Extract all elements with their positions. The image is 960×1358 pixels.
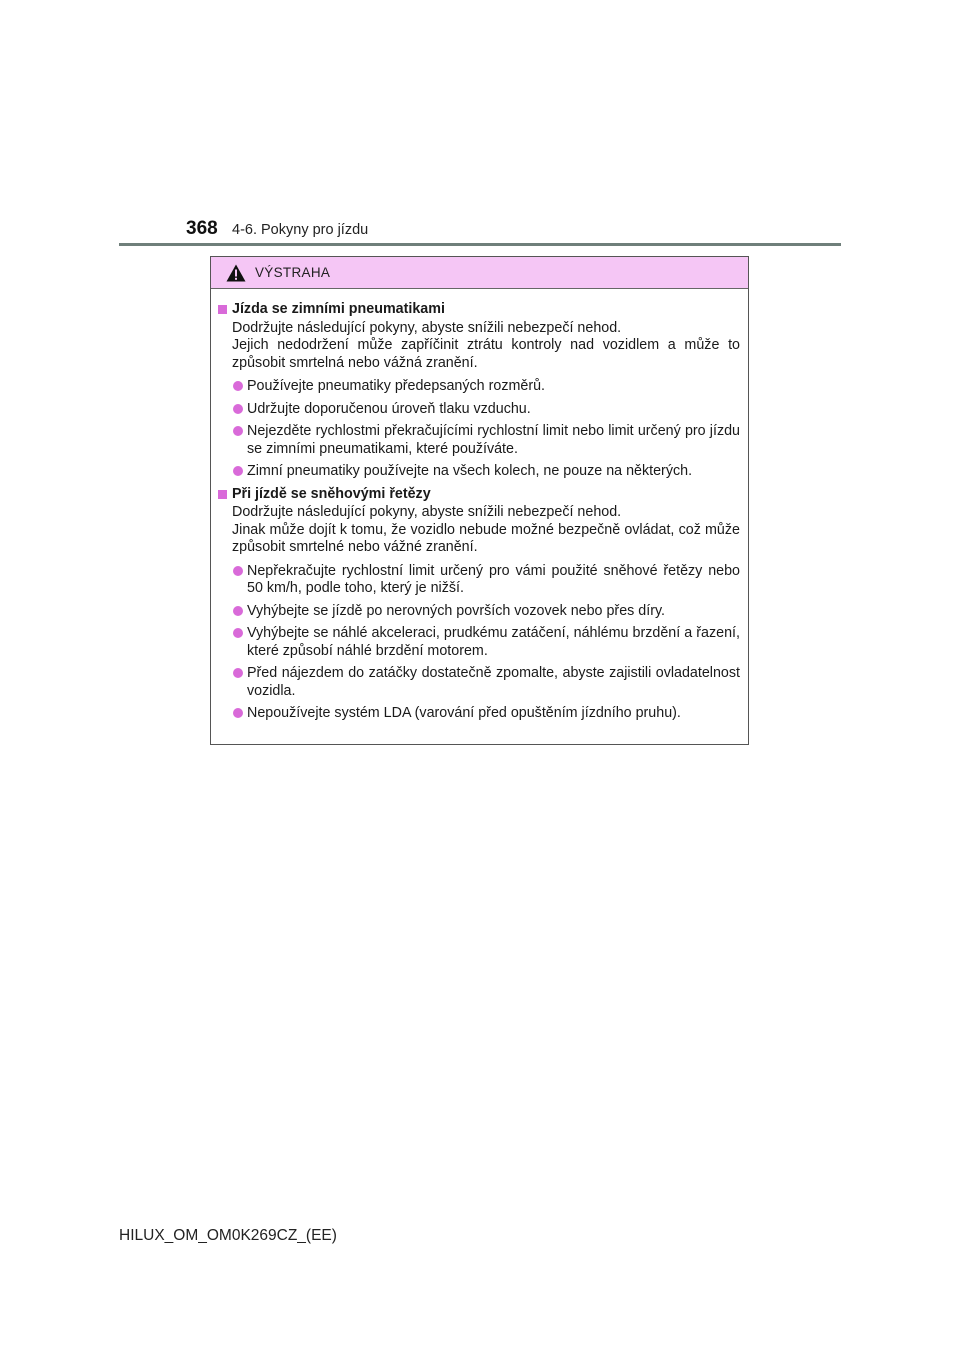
list-item: Vyhýbejte se jízdě po nerovných površích vozovek nebo přes díry.	[217, 603, 740, 621]
warning-label: VÝSTRAHA	[255, 265, 331, 280]
list-item: Nejezděte rychlostmi překračujícími rychlostní limit nebo limit určený pro jízdu se zimními pneumatikami, které používáte.	[217, 423, 740, 458]
section-heading: Jízda se zimními pneumatikami	[217, 301, 740, 319]
bullet-dot-icon	[233, 606, 243, 616]
warning-triangle-icon	[226, 264, 246, 282]
bullet-dot-icon	[233, 628, 243, 638]
section-winter-tires	[217, 301, 740, 481]
paragraph: Jinak může dojít k tomu, že vozidlo nebude možné bezpečně ovládat, což může způsobit smrtelné nebo vážné zranění.	[232, 521, 740, 555]
bullet-dot-icon	[233, 426, 243, 436]
list-item: Nepřekračujte rychlostní limit určený pro vámi použité sněhové řetězy nebo 50 km/h, podle toho, který je nižší.	[217, 563, 740, 598]
paragraph: Jejich nedodržení může zapříčinit ztrátu kontroly nad vozidlem a může to způsobit smrtelná nebo vážná zranění.	[232, 337, 740, 371]
page-number: 368	[186, 218, 218, 239]
list-item: Před nájezdem do zatáčky dostatečně zpomalte, abyste zajistili ovladatelnost vozidla.	[217, 665, 740, 700]
bullet-dot-icon	[233, 566, 243, 576]
warning-body	[211, 289, 748, 723]
list-item: Udržujte doporučenou úroveň tlaku vzduchu.	[217, 401, 740, 419]
warning-box	[210, 256, 749, 745]
section-title: 4-6. Pokyny pro jízdu	[232, 222, 369, 238]
warning-header	[211, 257, 748, 289]
bullet-dot-icon	[233, 668, 243, 678]
document-code: HILUX_OM_OM0K269CZ_(EE)	[119, 1227, 337, 1244]
section-snow-chains	[217, 486, 740, 723]
bullet-dot-icon	[233, 381, 243, 391]
square-bullet-icon	[218, 490, 227, 499]
paragraph: Dodržujte následující pokyny, abyste snížili nebezpečí nehod.	[232, 504, 622, 520]
bullet-dot-icon	[233, 466, 243, 476]
bullet-dot-icon	[233, 404, 243, 414]
section-heading: Při jízdě se sněhovými řetězy	[217, 486, 740, 504]
list-item: Zimní pneumatiky používejte na všech kolech, ne pouze na některých.	[217, 463, 740, 481]
list-item: Vyhýbejte se náhlé akceleraci, prudkému zatáčení, náhlému brzdění a řazení, které způsobí náhlé brzdění motorem.	[217, 625, 740, 660]
paragraph: Dodržujte následující pokyny, abyste snížili nebezpečí nehod.	[232, 319, 622, 336]
list-item: Používejte pneumatiky předepsaných rozměrů.	[217, 378, 740, 396]
square-bullet-icon	[218, 305, 227, 314]
header-rule	[119, 243, 841, 246]
list-item: Nepoužívejte systém LDA (varování před opuštěním jízdního pruhu).	[217, 705, 740, 723]
bullet-dot-icon	[233, 708, 243, 718]
